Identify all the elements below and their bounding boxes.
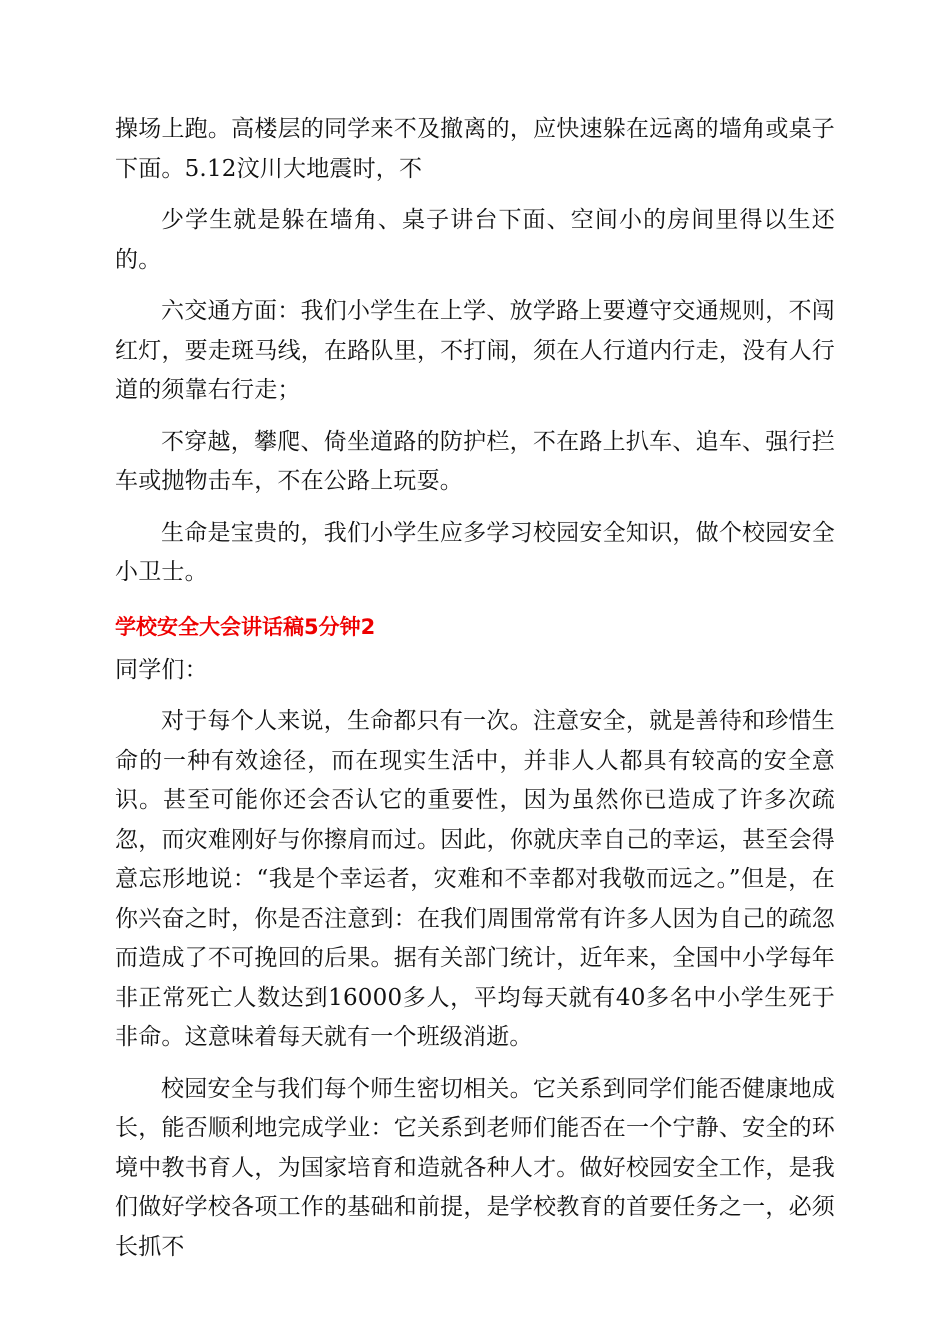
document-page <box>115 110 835 1267</box>
section-heading: 学校安全大会讲话稿5分钟2 <box>115 614 376 639</box>
body-paragraph: 对于每个人来说，生命都只有一次。注意安全，就是善待和珍惜生命的一种有效途径，而在现实生活中，并非人人都具有较高的安全意识。甚至可能你还会否认它的重要性，因为虽然你已造成了许多次疏忽，而灾难刚好与你擦肩而过。因此，你就庆幸自己的幸运，甚至会得意忘形地说：“我是个幸运者，灾难和不幸都对我敬而远之。”但是，在你兴奋之时，你是否注意到：在我们周围常常有许多人因为自己的疏忽而造成了不可挽回的后果。据有关部门统计，近年来，全国中小学每年非正常死亡人数达到16000多人，平均每天就有40多名中小学生死于非命。这意味着每天就有一个班级消逝。 <box>115 708 835 1050</box>
body-paragraph: 操场上跑。高楼层的同学来不及撤离的，应快速躲在远离的墙角或桌子下面。5.12汶川大地震时，不 <box>115 116 835 182</box>
body-paragraph: 校园安全与我们每个师生密切相关。它关系到同学们能否健康地成长，能否顺利地完成学业：它关系到老师们能否在一个宁静、安全的环境中教书育人，为国家培育和造就各种人才。做好校园安全工作，是我们做好学校各项工作的基础和前提，是学校教育的首要任务之一，必须长抓不 <box>115 1075 835 1260</box>
body-paragraph: 六交通方面：我们小学生在上学、放学路上要遵守交通规则，不闯红灯，要走斑马线，在路队里，不打闹，须在人行道内行走，没有人行道的须靠右行走； <box>115 298 835 403</box>
body-paragraph: 生命是宝贵的，我们小学生应多学习校园安全知识，做个校园安全小卫士。 <box>115 519 835 585</box>
body-paragraph: 少学生就是躲在墙角、桌子讲台下面、空间小的房间里得以生还的。 <box>115 207 835 273</box>
salutation: 同学们： <box>115 656 208 683</box>
body-paragraph: 不穿越，攀爬、倚坐道路的防护栏，不在路上扒车、追车、强行拦车或抛物击车，不在公路上玩耍。 <box>115 428 835 494</box>
